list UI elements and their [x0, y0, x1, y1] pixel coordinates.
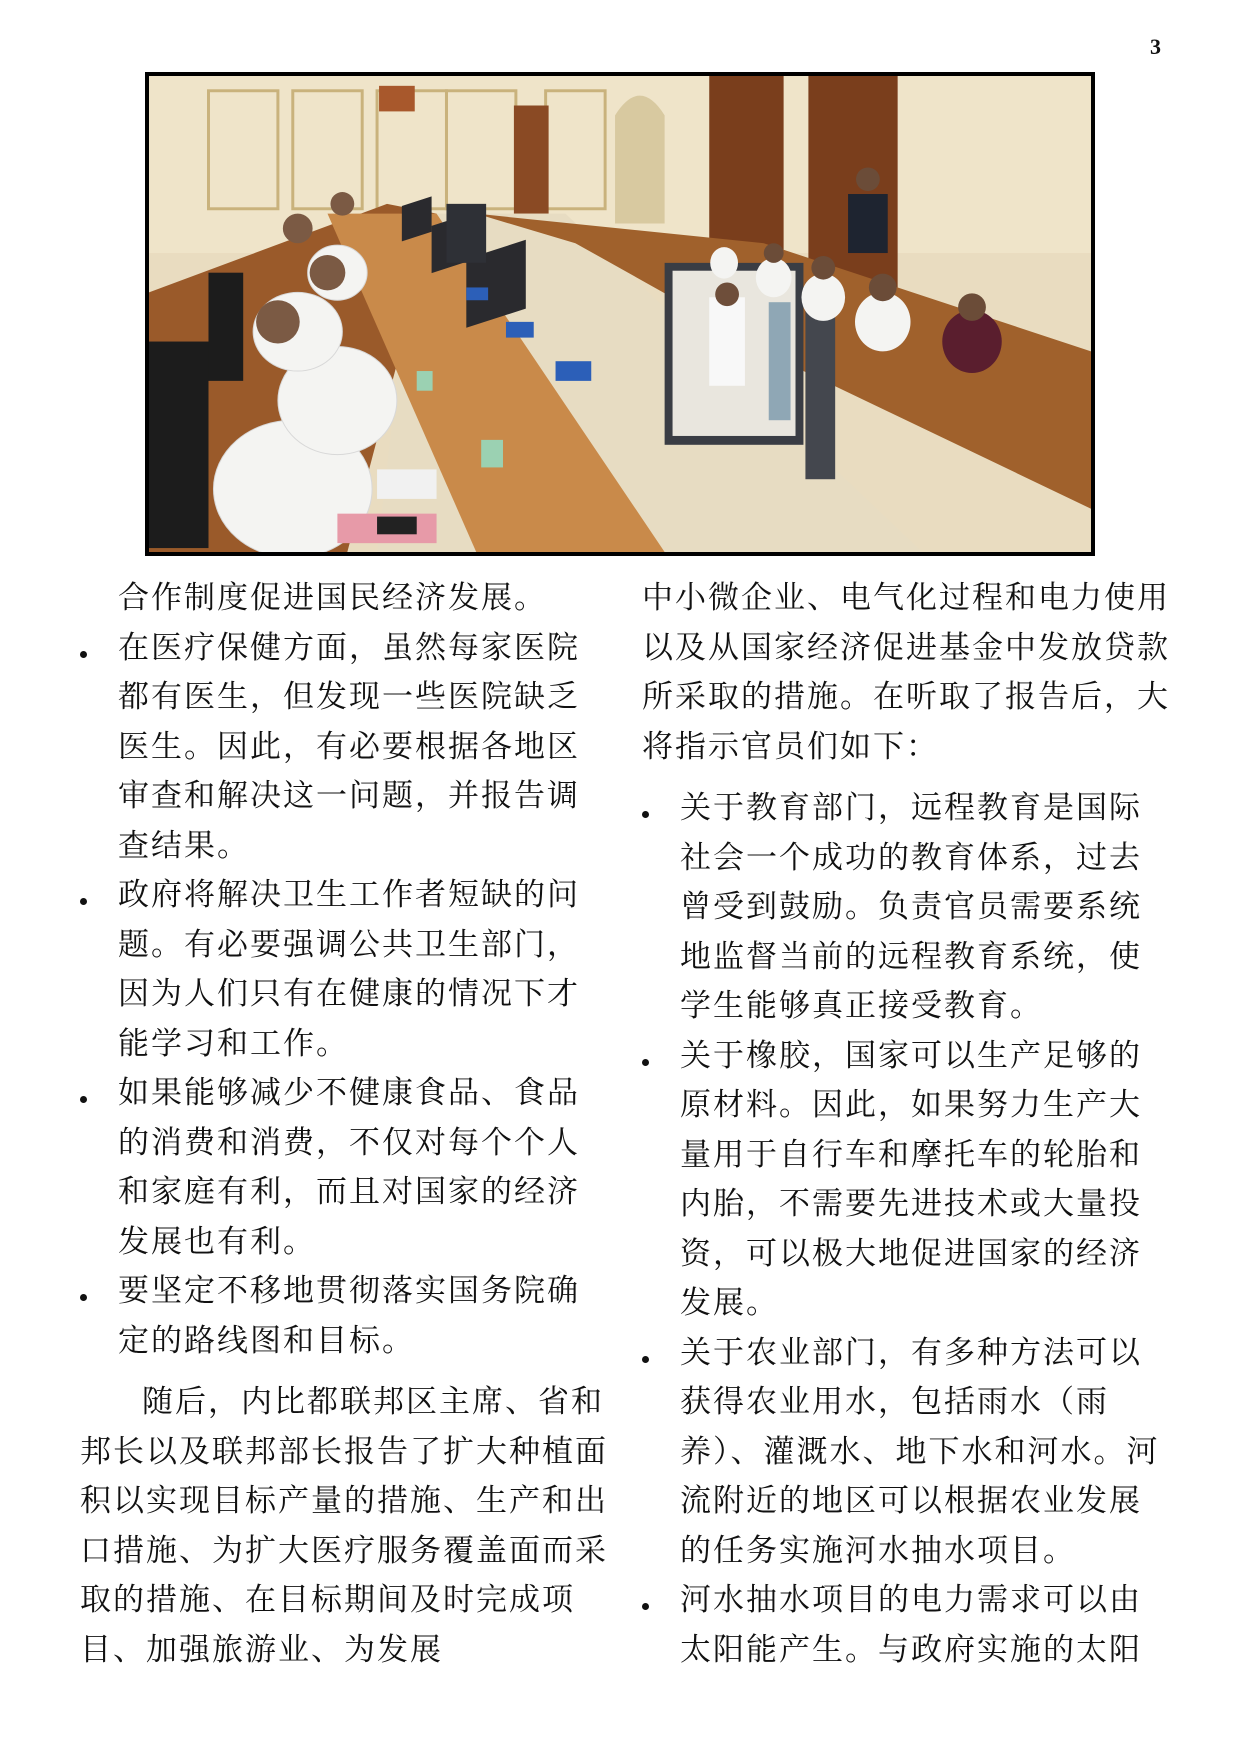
body-paragraph: 随后，内比都联邦区主席、省和邦长以及联邦部长报告了扩大种植面积以实现目标产量的措施、生产和出口措施、为扩大医疗服务覆盖面而采取的措施、在目标期间及时完成项目、加强旅游业、为发展 — [80, 1384, 608, 1668]
list-item: 政府将解决卫生工作者短缺的问题。有必要强调公共卫生部门，因为人们只有在健康的情况下才能学习和工作。 — [80, 871, 608, 1069]
list-item: 在医疗保健方面，虽然每家医院都有医生，但发现一些医院缺乏医生。因此，有必要根据各地区审查和解决这一问题，并报告调查结果。 — [80, 624, 608, 872]
body-paragraph: 中小微企业、电气化过程和电力使用以及从国家经济促进基金中发放贷款所采取的措施。在听取了报告后，大将指示官员们如下： — [642, 580, 1170, 765]
list-item: 关于橡胶，国家可以生产足够的原材料。因此，如果努力生产大量用于自行车和摩托车的轮胎和内胎，不需要先进技术或大量投资，可以极大地促进国家的经济发展。 — [642, 1032, 1170, 1329]
meeting-photo — [145, 72, 1095, 556]
left-column — [80, 574, 608, 1675]
list-item: 如果能够减少不健康食品、食品的消费和消费，不仅对每个个人和家庭有利，而且对国家的经济发展也有利。 — [80, 1069, 608, 1267]
list-item: 河水抽水项目的电力需求可以由太阳能产生。与政府实施的太阳 — [642, 1576, 1170, 1675]
meeting-photo-illustration — [149, 76, 1091, 552]
page-number: 3 — [1150, 34, 1161, 59]
list-item: 要坚定不移地贯彻落实国务院确定的路线图和目标。 — [80, 1267, 608, 1366]
list-item: 关于农业部门，有多种方法可以获得农业用水，包括雨水（雨养）、灌溉水、地下水和河水。河流附近的地区可以根据农业发展的任务实施河水抽水项目。 — [642, 1329, 1170, 1577]
left-bullet-list — [80, 624, 608, 1367]
right-bullet-list — [642, 784, 1170, 1675]
list-item: 关于教育部门，远程教育是国际社会一个成功的教育体系，过去曾受到鼓励。负责官员需要系统地监督当前的远程教育系统，使学生能够真正接受教育。 — [642, 784, 1170, 1032]
continued-text: 合作制度促进国民经济发展。 — [118, 580, 547, 616]
right-column — [642, 574, 1170, 1675]
